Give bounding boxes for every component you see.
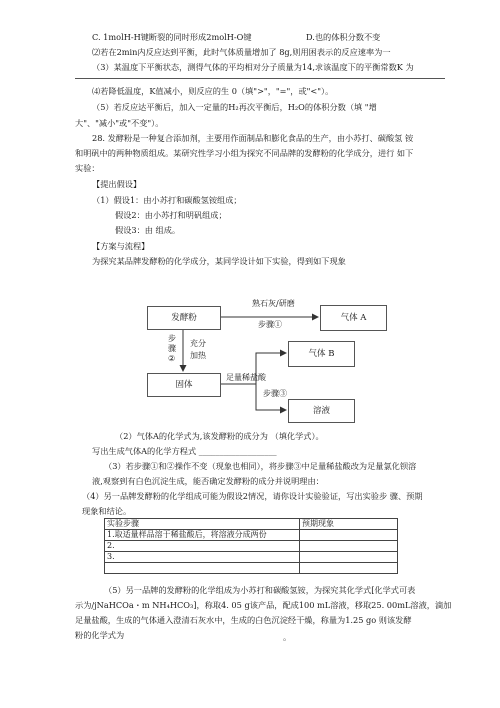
plan-intro: 为探究某品牌发酵粉的化学成分，某同学设计如下实验，得到如下现象: [92, 256, 346, 266]
flow-node-gas-b: 气体 B: [288, 341, 355, 367]
step3-label: 步骤③: [263, 389, 287, 398]
question-5-line-cont: 大"、"减小"或"不变"）。: [75, 118, 164, 128]
equation-prompt: 写出生成气体A的化学方程式 ___________________: [92, 446, 277, 456]
step3-reagent: 足量稀盐酸: [226, 373, 266, 382]
table-row: [105, 530, 398, 541]
table-cell: [300, 563, 398, 574]
step2-label: 步 骤 ②: [168, 334, 176, 363]
question-3-28-cont: 液,观察到有白色沉淀生成，能否确定发酵粉的成分并说明理由：: [92, 476, 324, 486]
question-2-line: ⑵若在2min内反应达到平衡，此时气体质量增加了 8g,则用困表示的反应速率为一: [92, 47, 391, 57]
option-c: C. 1molH-H键断裂的同时形成2molH-O键: [92, 32, 252, 42]
question-5-28: （5）另一品牌的发酵粉的化学组成为小苏打和碳酸氢铵，为探究其化学式[化学式可表: [104, 585, 416, 595]
table-row: [105, 552, 398, 563]
hypothesis-3: 假设3：由 组成。: [115, 225, 181, 235]
question-4-line: ⑷若降低温度，K值减小，则反应的生 0（填">"，"="，或"<"）。: [92, 86, 334, 96]
table-cell: 3.: [105, 552, 300, 563]
plan-heading: 【方案与流程】: [92, 241, 150, 251]
table-row: [105, 541, 398, 552]
q28-intro-2: 和明矾中的两种物质组成。某研究性学习小组为探究不同品牌的发酵粉的化学成分，进行 如下: [75, 148, 414, 158]
flow-node-solid: 固体: [147, 373, 221, 397]
q28-intro-3: 实验：: [75, 163, 100, 173]
table-header-row: [105, 519, 398, 530]
header-expected: 预期现象: [300, 519, 398, 530]
hypothesis-2: 假设2：由小苏打和明矾组成；: [115, 210, 227, 220]
flow-node-solution: 溶液: [288, 399, 355, 423]
question-4-28: （4）另一品牌发酵粉的化学组成可能为假设2情况，请你设计实验验证，写出实验步 骤、预期: [82, 491, 423, 501]
hypothesis-heading: 【提出假设】: [92, 179, 142, 189]
hypothesis-1: （1）假设1：由小苏打和碳酸氢铵组成；: [92, 195, 242, 205]
question-5-28-l4: 粉的化学式为: [75, 630, 125, 640]
header-steps: 实验步骤: [105, 519, 300, 530]
question-5-28-l2: 示为/jNaHCOa・m NH₄HCO₃]，称取4. 05 g该产品，配成100 mL溶液，移取25. 00mL溶液，滴加: [75, 600, 452, 610]
question-5-28-l3: 足量盐酸，生成的气体通入澄清石灰水中，生成的白色沉淀经干燥，称量为1.25 go 则该发酵: [75, 615, 412, 625]
table-cell: [300, 552, 398, 563]
flow-node-gas-a: 气体 A: [320, 305, 387, 331]
flow-node-baking-powder: 发酵粉: [147, 306, 221, 330]
table-cell: 1.取适量样品溶于稀盐酸后，将溶液分成两份: [105, 530, 300, 541]
question-2: （2）气体A的化学式为,该发酵粉的成分为 （填化学式）。: [115, 431, 324, 441]
option-d: D.也的体积分数不变: [306, 32, 381, 42]
question-4-28-cont: 现象和结论。: [82, 506, 132, 516]
final-period: 。: [283, 632, 292, 642]
table-row: [105, 563, 398, 574]
table-cell: [105, 563, 300, 574]
q28-intro-1: 28. 发酵粉是一种复合添加剂，主要用作面制品和膨化食品的生产，由小苏打、碳酸氢 铵: [92, 133, 414, 143]
step1-label: 步骤①: [258, 320, 282, 329]
question-5-line: （5）若反应达平衡后，加入一定量的H₂再次平衡后，H₂O的体积分数（填 "增: [92, 102, 377, 112]
table-cell: 2.: [105, 541, 300, 552]
question-3-line: （3）某温度下平衡状态，测得气体的平均相对分子质量为14,求该温度下的平衡常数K 为: [92, 62, 414, 72]
question-3-28: （3）若步骤①和②操作不变（现象也相同），将步骤③中足量稀盐酸改为足量氯化钡溶: [104, 461, 417, 471]
table-cell: [300, 530, 398, 541]
step1-reagent: 熟石灰/研磨: [252, 299, 295, 308]
table-cell: [300, 541, 398, 552]
step2-condition: 充分 加热: [190, 339, 206, 360]
experiment-table: [104, 518, 398, 574]
